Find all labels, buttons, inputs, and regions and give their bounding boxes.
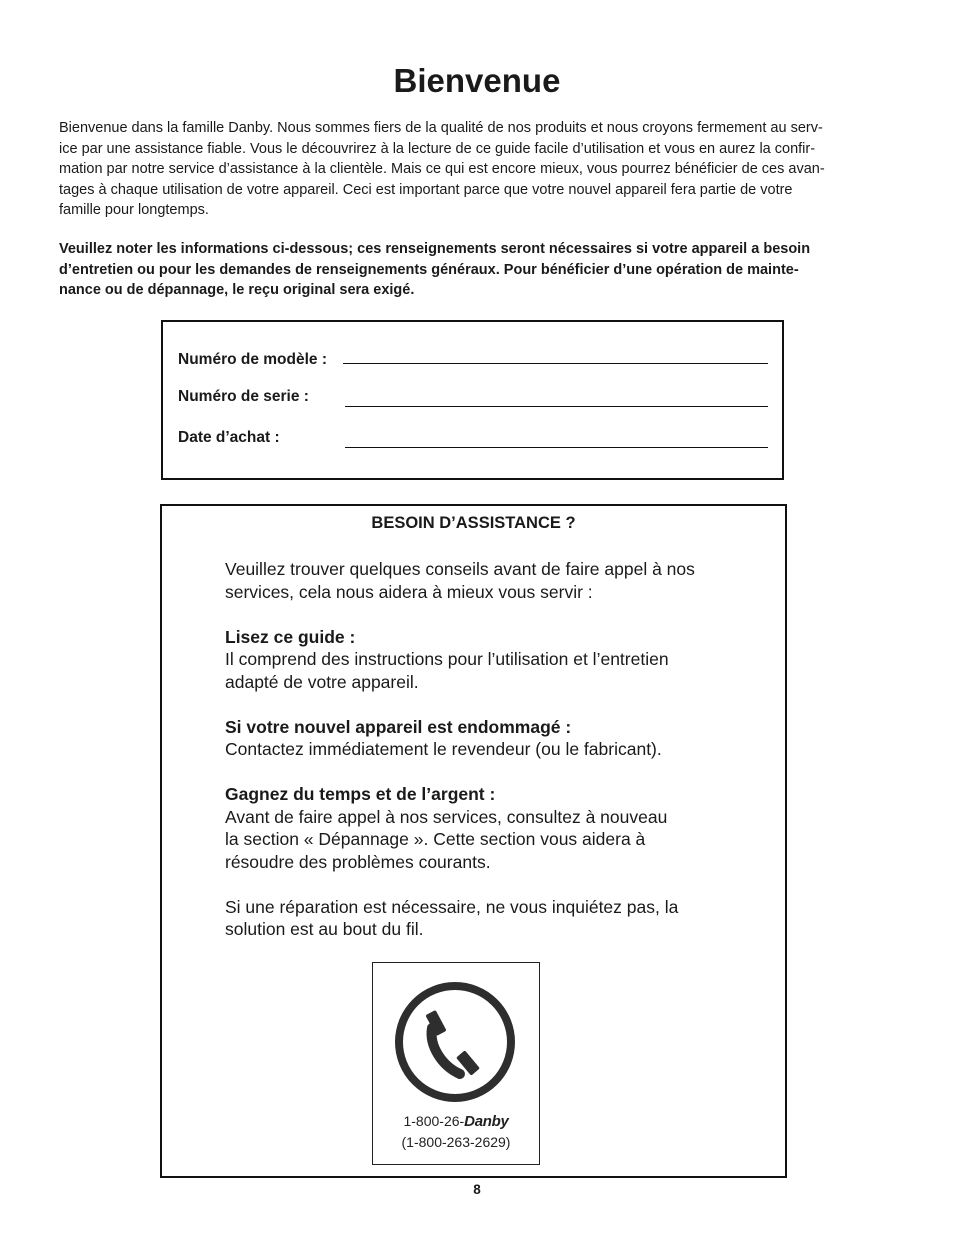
phone-mnemonic[interactable] [373,1111,539,1132]
purchase-date-field[interactable] [345,447,768,448]
repair-line: Si une réparation est nécessaire, ne vous inquiétez pas, la [225,896,679,917]
assistance-intro-line: services, cela nous aidera à mieux vous servir : [225,581,593,602]
phone-contact-card [372,962,540,1165]
intro-line: famille pour longtemps. [59,202,209,218]
intro-line: mation par notre service d’assistance à la clientèle. Mais ce qui est encore mieux, vous pourrez bénéficier de ces avan- [59,161,825,177]
intro-line: ice par une assistance fiable. Vous le découvrirez à la lecture de ce guide facile d’utilisation et vous en aurez la confir- [59,140,816,157]
model-number-field[interactable] [343,363,768,364]
notice-paragraph [59,239,895,301]
phone-number-block [373,1111,539,1152]
read-guide-tip [225,626,745,694]
repair-line: solution est au bout du fil. [225,919,424,939]
read-guide-line: Il comprend des instructions pour l’utilisation et l’entretien [225,649,669,669]
page-number: 8 [473,1182,481,1197]
assistance-body [225,558,745,963]
repair-note [225,896,745,941]
intro-line: Bienvenue dans la famille Danby. Nous sommes fiers de la qualité de nos produits et nous croyons fermement au serv- [59,120,823,136]
intro-line: tages à chaque utilisation de votre appareil. Ceci est important parce que votre nouvel appareil fera partie de votre [59,181,793,198]
damaged-tip [225,716,745,761]
notice-line: d’entretien ou pour les demandes de renseignements généraux. Pour bénéficier d’une opération de mainte- [59,261,799,278]
save-time-title: Gagnez du temps et de l’argent : [225,784,496,804]
product-record-box [161,320,784,480]
save-time-line: résoudre des problèmes courants. [225,851,491,872]
serial-number-label: Numéro de serie : [178,388,309,405]
assistance-box [160,504,787,1178]
save-time-line: Avant de faire appel à nos services, consultez à nouveau [225,806,668,827]
serial-number-field[interactable] [345,406,768,407]
model-number-label: Numéro de modèle : [178,351,327,368]
danby-logo: Danby [464,1113,509,1130]
damaged-text: Contactez immédiatement le revendeur (ou le fabricant). [225,739,662,759]
assistance-intro-line: Veuillez trouver quelques conseils avant de faire appel à nos [225,559,695,579]
notice-line: nance ou de dépannage, le reçu original sera exigé. [59,282,415,298]
assistance-intro [225,558,745,603]
read-guide-title: Lisez ce guide : [225,626,356,647]
phone-numeric[interactable]: (1-800-263-2629) [401,1134,511,1150]
purchase-date-label: Date d’achat : [178,429,280,446]
phone-prefix: 1-800-26- [403,1113,465,1129]
page-title: Bienvenue [393,62,561,99]
phone-icon [393,980,517,1104]
save-time-tip [225,783,745,873]
notice-line: Veuillez noter les informations ci-dessous; ces renseignements seront nécessaires si votre appareil a besoin [59,241,811,257]
read-guide-line: adapté de votre appareil. [225,671,419,692]
damaged-title: Si votre nouvel appareil est endommagé : [225,716,572,737]
save-time-line: la section « Dépannage ». Cette section vous aidera à [225,829,646,849]
intro-paragraph [59,118,895,221]
assistance-heading: BESOIN D’ASSISTANCE ? [371,514,576,532]
